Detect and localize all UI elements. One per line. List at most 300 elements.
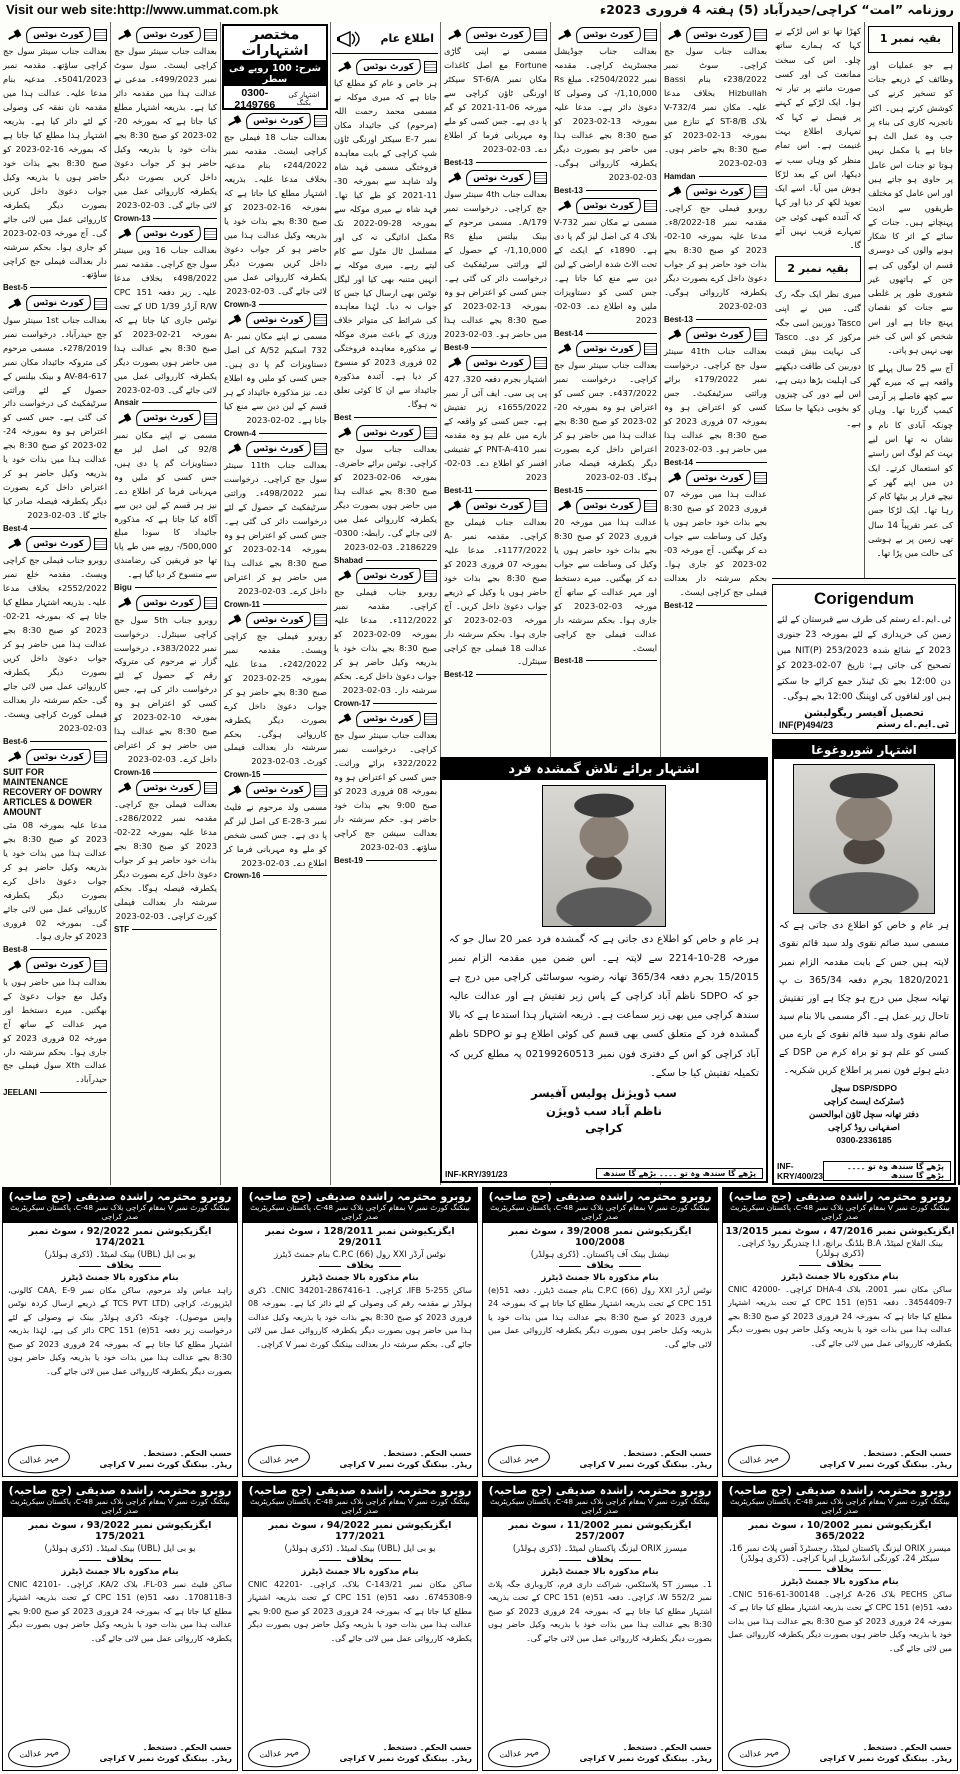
- classified-ad: [444, 170, 547, 352]
- versus-label: بخلاف: [723, 1260, 957, 1270]
- ad-tag-label: Crown-16: [114, 767, 151, 777]
- court-notice-banner: [444, 355, 547, 371]
- classified-ad: [334, 425, 437, 565]
- banking-court-notice: [242, 1481, 478, 1771]
- ad-text: مسمی نے اپنی گاڑی Fortune مع اصل کاغذات مکان نمبر ST-6/A سیکٹر اورنگی ٹاؤن کراچی سے مورخہ 06-11-2021 کو گم پا دی ہے۔ جس کسی کو ملے وہ مہربانی فرما کر اطلاع دے۔ 03-02-2023: [444, 46, 547, 154]
- decree-holder: نیشنل بینک آف پاکستان۔ (ڈکری ہولڈر): [530, 1249, 670, 1259]
- inf-number: INF-KRY/391/23: [445, 1168, 508, 1179]
- signature-line: ناظم آباد سب ڈویژن: [545, 1103, 663, 1118]
- notice-header: [243, 1482, 477, 1517]
- court-address: بینکنگ کورٹ نمبر V بمقام کراچی بلاک نمبر 48-C، پاکستان سیکریٹریٹ صدر کراچی: [250, 1203, 470, 1221]
- scroll-icon: [94, 538, 107, 550]
- banking-court-section: [0, 1185, 960, 1774]
- banking-court-notice: [482, 1187, 718, 1477]
- tag-rule: [354, 417, 437, 418]
- continuation-columns: [772, 22, 956, 579]
- court-notice-label: کورٹ نوٹس: [465, 498, 532, 514]
- corrigendum-signature: تحصیل آفیسر ریگولیشن: [804, 708, 924, 720]
- footer-reader-line: ریڈر۔ بینکنگ کورٹ نمبر V کراچی: [339, 1754, 472, 1763]
- court-seal-stamp: مہر عدالت: [247, 1442, 311, 1475]
- court-notice-banner: [114, 27, 217, 43]
- signature-line: اصفہانی روڈ کراچی: [828, 1122, 900, 1133]
- classified-ad: [3, 957, 107, 1097]
- signature-line: 0300-2336185: [836, 1135, 892, 1146]
- court-notice-label: کورٹ نوٹس: [135, 27, 202, 43]
- gavel-icon: [667, 329, 683, 341]
- classified-ad: [554, 27, 657, 195]
- tag-rule: [142, 402, 217, 403]
- decree-holder: نوٹس آرڈر XXI رول (66) C.P.C بنام جمنٹ ڈیٹرز: [274, 1249, 446, 1259]
- scroll-icon: [94, 960, 107, 972]
- booking-phone-1: 0300-2149766: [234, 87, 276, 110]
- tag-rule: [263, 604, 327, 605]
- classified-ad: [334, 711, 437, 865]
- ad-reference-tag: [664, 458, 767, 467]
- judge-name: روبرو محترمہ راشدہ صدیقی (جج صاحبہ): [728, 1484, 952, 1497]
- scroll-icon: [94, 751, 107, 763]
- short-ads-rate: شرح: 100 روپے فی سطر: [224, 62, 326, 86]
- footer-reader-line: ریڈر۔ بینکنگ کورٹ نمبر V کراچی: [579, 1460, 712, 1469]
- notice-body: زاہد عباس ولد مرحوم، ساکن مکان نمبر CAA, E-9 کالونی، ایئرپورٹ، کراچی (TCS PVT LTD کے ذریعے ارسال کردہ نوٹس واپس موصول)۔ چونکہ ڈکری ہولڈر بینک نے وصولی کے لئے درخواست زیر دفعہ 51(e) CPC 151 دائر کی ہے، لہٰذا بذریعہ اشتہار مطلع کیا جاتا ہے کہ بمورخہ 24 فروری 2023 کو صبح 8:30 بجے عدالت ہذا میں بذات خود یا بذریعہ وکیل حاضر ہوں بصورت دیگر یکطرفہ کارروائی عمل میں لائی جائے گی۔: [8, 1286, 233, 1376]
- court-notice-label: کورٹ نوٹس: [465, 170, 532, 186]
- court-notice-banner: [554, 498, 657, 514]
- classified-ad: [554, 341, 657, 495]
- ad-tag-label: Crown-3: [224, 299, 256, 309]
- ad-tag-label: Best-15: [554, 485, 583, 495]
- ad-text: روبرو فیملی جج کراچی ویسٹ۔ مقدمہ نمبر 242/2022ء۔ مدعا علیہ بمورخہ 25-02-2023 کو صبح 8:30 بجے حاضر ہو کر جواب دعویٰ داخل کرے بصورت دیگر یکطرفہ کارروائی ہوگی۔ بحکم سرشتہ دار بعدالت فیملی کورٹ۔ 03-02-2023: [224, 630, 328, 767]
- inf-number: INF-KRY/400/23: [777, 1161, 823, 1181]
- reader-signature: [100, 1742, 232, 1764]
- notice-header: [723, 1482, 957, 1517]
- ad-text: بعدالت جناب 11th سینئر سول جج کراچی۔ درخواست نمبر 498/2022ء۔ وراثتی سرٹیفکیٹ کے حصول کے لئے درخواست دائر کی گئی ہے۔ جس کسی کو اعتراض ہو وہ بمورخہ 14-02-2023 کو صبح 8:30 بجے عدالت ہذا میں حاضر ہو کر اعتراض داخل کرے۔ 03-02-2023: [224, 460, 327, 596]
- ad-reference-tag: [3, 737, 107, 746]
- judgment-debtors-label: بنام مذکورہ بالا جمنٹ ڈیٹرز: [781, 1272, 899, 1282]
- ad-reference-tag: [114, 768, 217, 777]
- classified-ad: [114, 780, 217, 934]
- signature-line: کراچی: [585, 1121, 623, 1136]
- ad-reference-tag: [664, 601, 767, 610]
- ad-tag-label: Hamdan: [664, 171, 696, 181]
- court-notice-banner: [444, 498, 547, 514]
- judgment-debtors-label: بنام مذکورہ بالا جمنٹ ڈیٹرز: [781, 1577, 899, 1587]
- classified-ad: [554, 498, 657, 666]
- banking-court-notice: [722, 1481, 958, 1771]
- court-notice-banner: [334, 711, 437, 727]
- website-line: Visit our web site:http://www.ummat.com.pk: [6, 2, 279, 17]
- signature-line: DSP/SDPO سچل: [830, 1083, 898, 1094]
- court-notice-label: کورٹ نوٹس: [355, 568, 422, 584]
- court-notice-banner: [444, 27, 547, 43]
- megaphone-icon: [336, 30, 362, 48]
- court-notice-banner: [114, 410, 217, 426]
- footer-reader-line: ریڈر۔ بینکنگ کورٹ نمبر V کراچی: [819, 1754, 952, 1763]
- corrigendum-authority: ٹی۔ایم۔اے رستم: [876, 720, 949, 731]
- ad-tag-label: Best-6: [3, 736, 28, 746]
- ad-text: مسمی ولد مرحوم نے فلیٹ نمبر E-28-3 کی اصل لیز گم پا دی ہے۔ جس کسی شخص کو ملے وہ مہربانی فرما کر اطلاع دے۔ 03-02-2023: [224, 801, 327, 868]
- ad-tag-label: Best: [334, 412, 352, 422]
- ad-text: روبرو جناب فیملی جج کراچی۔ مقدمہ نمبر 112/2022ء۔ مدعا علیہ بمورخہ 09-02-2023 کو صبح 8:30 بجے بذات خود یا بذریعہ وکیل حاضر ہو کر جواب دعویٰ داخل کرے۔ بحکم سرشتہ دار۔ 03-02-2023: [334, 587, 437, 695]
- court-address: بینکنگ کورٹ نمبر V بمقام کراچی بلاک نمبر 48-C، پاکستان سیکریٹریٹ صدر کراچی: [250, 1497, 470, 1515]
- classified-ad: [664, 470, 767, 610]
- proclamation-body: ہر عام و خاص کو اطلاع دی جاتی ہے کہ مسمی سید صائم نقوی ولد سید قائم نقوی لاپتہ ہیں جس کے بابت مقدمہ الزام نمبر 1820/2021 بجرم دفعہ 365/34 ت پ تھانہ سچل میں درج ہو چکا ہے اور تفتیش تاحال زیر عمل ہے۔ اگر مسمی بالا بنام سید صائم نقوی ولد سید قائم نقوی کے بارے میں کسی کو علم ہو تو براہ کرم من DSP کے دیئے ہوئے فون نمبر پر اطلاع کریں شکریہ۔: [779, 920, 950, 1077]
- court-notice-label: کورٹ نوٹس: [25, 749, 92, 765]
- ad-text: روبرو فیملی جج کراچی۔ مقدمہ نمبر 18-8/2022ء۔ مدعا علیہ بمورخہ 10-02-2023 کو صبح 8:30 بجے بذات خود حاضر ہو کر جواب دعویٰ داخل کرے بصورت دیگر یکطرفہ کارروائی ہوگی۔ 03-02-2023: [664, 203, 767, 311]
- notice-footer: [483, 1443, 717, 1476]
- right-region: [770, 22, 960, 1185]
- footer-order-line: حسب الحکم۔ دستخط۔: [622, 1742, 712, 1752]
- ad-reference-tag: [554, 186, 657, 195]
- court-seal-stamp: مہر عدالت: [247, 1736, 311, 1769]
- reader-signature: [820, 1742, 952, 1764]
- scroll-icon: [644, 29, 657, 41]
- article-paragraph: میری نظر ایک جگہ رک گئی۔ میں نے اپنی Tasco دوربین اسی جگہ مرکوز کر دی۔ Tasco کی نہایت بیش قیمت دوربین کی طاقت دیکھنے کی اہلیت بڑھا دیتی ہے، اس لیے دور کی چیزوں کو بخوبی دیکھا جا سکتا ہے۔: [775, 289, 861, 428]
- decree-holder: بینک الفلاح لمیٹڈ، B.A بلڈنگ برانچ، I.I چندریگر روڈ کراچی۔ (ڈکری ہولڈر): [736, 1238, 944, 1258]
- notice-footer: [3, 1737, 237, 1770]
- gavel-icon: [337, 713, 353, 725]
- ad-text: عدالت ہذا میں مورخہ 20 فروری 2023 کو صبح 8:30 بجے بذات خود حاضر ہوں یا وکیل کی وساطت سے جواب دے کر بھگتیں۔ میرے دستخط اور مہر عدالت کے ساتھ آج مورخہ 03-02-2023 کو جاری ہوا۔ بحکم سرشتہ دار عدالت فیملی جج کراچی ایسٹ۔: [554, 517, 657, 653]
- execution-suit-numbers: ایگزیکیوشن نمبر 47/2016 ، سوٹ نمبر 13/2015: [725, 1226, 955, 1237]
- court-notice-banner: [664, 327, 767, 343]
- footer-order-line: حسب الحکم۔ دستخط۔: [142, 1448, 232, 1458]
- execution-suit-numbers: ایگزیکیوشن نمبر 93/2022 ، سوٹ نمبر 175/2021: [28, 1520, 212, 1542]
- court-notice-label: کورٹ نوٹس: [575, 498, 642, 514]
- notice-header: [3, 1482, 237, 1517]
- versus-label: بخلاف: [243, 1261, 477, 1271]
- court-notice-banner: [554, 27, 657, 43]
- classified-ad: [664, 27, 767, 181]
- court-notice-banner: [3, 536, 107, 552]
- footer-reader-line: ریڈر۔ بینکنگ کورٹ نمبر V کراچی: [99, 1754, 232, 1763]
- tag-rule: [366, 560, 437, 561]
- notice-body: ساکن مکان نمبر 2001، بلاک DHA-4 کراچی۔ CNIC 42000-3454409-7۔ دفعہ 51(e) CPC 151 کے تحت بذریعہ اشتہار مطلع کیا جاتا ہے کہ بمورخہ 24 فروری 2023 کو صبح 8:30 بجے عدالت ہذا میں بذات خود یا بذریعہ وکیل حاضر ہوں بصورت دیگر یکطرفہ کارروائی عمل میں لائی جائے گی۔: [728, 1285, 952, 1348]
- court-address: بینکنگ کورٹ نمبر V بمقام کراچی بلاک نمبر 48-C، پاکستان سیکریٹریٹ صدر کراچی: [490, 1497, 710, 1515]
- court-notice-label: کورٹ نوٹس: [245, 113, 312, 129]
- continuation-header: بقیہ نمبر 2: [775, 256, 861, 283]
- court-notice-label: کورٹ نوٹس: [25, 27, 92, 43]
- notice-header: [243, 1188, 477, 1223]
- notice-footer: [243, 1443, 477, 1476]
- ad-tag-label: Best-14: [664, 457, 693, 467]
- notice-body: 1۔ میسرز ST پلاسٹکس، شراکت داری فرم، کاروباری جگہ پلاٹ نمبر W 552/2، کراچی۔ دفعہ 51(e) CPC 151 کے تحت بذریعہ اشتہار مطلع کیا جاتا ہے کہ بمورخہ 24 فروری 2023 کو صبح 8:30 بجے عدالت ہذا میں بذات خود یا بذریعہ وکیل حاضر ہوں بصورت دیگر یکطرفہ کارروائی عمل میں لائی جائے گی۔: [488, 1580, 713, 1643]
- person-photo: [793, 764, 935, 914]
- court-notice-label: کورٹ نوٹس: [685, 27, 752, 43]
- ad-tag-label: STF: [114, 924, 130, 934]
- gavel-icon: [667, 472, 683, 484]
- ad-tag-label: Best-14: [554, 328, 583, 338]
- gavel-icon: [7, 538, 23, 550]
- ad-text: ہر خاص و عام کو مطلع کیا جاتا ہے کہ میری موکلہ نے مسمی محمد رحمت اللہ (مرحوم) کی جائیداد مکان نمبر E-7 سیکٹر اورنگی ٹاؤن شپ کراچی کے بابت معاہدہ فروختگی مسمی فہد شاہ ولد شاہد سے بمورخہ 30-11-2021 کو طے کیا تھا۔ فہد شاہ نے میری موکلہ سے بمورخہ 28-09-2022 تک مکمل ادائیگی نہ کی اور مسلسل ٹال مٹول سے کام لیتے رہے۔ میری موکلہ نے انہیں متنبہ بھی کیا اور لیگل نوٹس بھی ارسال کیا جس کا جواب نہ دیا۔ لہٰذا معاہدہ کی شرائط کی متواتر خلاف ورزی کے باعث میری موکلہ نے مذکورہ معاہدہ فروختگی 02 فروری 2023 کو منسوخ کر دیا ہے۔ آئندہ مذکورہ جائیداد سے ان کا کوئی تعلق نہ ہوگا۔: [334, 78, 437, 409]
- tag-rule: [476, 674, 547, 675]
- tag-rule: [263, 875, 327, 876]
- judge-name: روبرو محترمہ راشدہ صدیقی (جج صاحبہ): [8, 1484, 232, 1497]
- notice-body: نوٹس آرڈر XXI رول (66) C.P.C بنام جمنٹ ڈیٹرز۔ دفعہ 51(e) CPC 151 کے تحت بذریعہ اشتہار مطلع کیا جاتا ہے کہ بمورخہ 24 فروری 2023 کو صبح 8:30 بجے عدالت ہذا میں بذات خود یا بذریعہ وکیل حاضر ہوں بصورت دیگر یکطرفہ کارروائی عمل میں لائی جائے گی۔: [488, 1286, 713, 1349]
- ad-tag-label: Ansair: [114, 398, 139, 408]
- gavel-icon: [7, 298, 23, 310]
- signature-line: دفتر تھانہ سچل ٹاؤن ابوالحسن: [809, 1109, 919, 1120]
- judge-name: روبرو محترمہ راشدہ صدیقی (جج صاحبہ): [248, 1190, 472, 1203]
- ad-reference-tag: [334, 856, 437, 865]
- tag-rule: [153, 772, 217, 773]
- tag-rule: [263, 774, 327, 775]
- scroll-icon: [424, 713, 437, 725]
- classified-column: [330, 22, 440, 1185]
- ad-tag-label: Crown-15: [224, 770, 261, 780]
- ad-text: بعدالت جناب سینئر سول جج کراچی۔ درخواست نمبر 437/2022ء۔ جس کسی کو اعتراض ہو وہ بمورخہ 20-02-2023 کو صبح 8:30 بجے عدالت ہذا میں حاضر ہو کر اعتراض داخل کرے بصورت دیگر یکطرفہ فیصلہ صادر ہوگا۔ 03-02-2023: [554, 360, 657, 482]
- tag-rule: [696, 319, 767, 320]
- short-ads-rate-box: [222, 24, 328, 110]
- ad-tag-label: Best-12: [664, 600, 693, 610]
- court-notice-label: کورٹ نوٹس: [135, 595, 202, 611]
- ad-reference-tag: [3, 283, 107, 292]
- decree-holder: میسرز ORIX لیزنگ پاکستان لمیٹڈ۔ (ڈکری ہولڈر): [512, 1543, 688, 1553]
- court-notice-banner: [444, 170, 547, 186]
- court-notice-label: کورٹ نوٹس: [355, 59, 422, 75]
- scroll-icon: [754, 329, 767, 341]
- ad-tag-label: Best-13: [554, 185, 583, 195]
- ad-reference-tag: [334, 556, 437, 565]
- execution-suit-numbers: ایگزیکیوشن نمبر 94/2022 ، سوٹ نمبر 177/2021: [268, 1520, 452, 1542]
- ad-tag-label: Best-11: [444, 485, 473, 495]
- court-address: بینکنگ کورٹ نمبر V بمقام کراچی بلاک نمبر 48-C، پاکستان سیکریٹریٹ صدر کراچی: [10, 1203, 230, 1221]
- decree-holder: میسرز ORIX لیزنگ پاکستان لمیٹڈ، رجسٹرڈ آفس پلاٹ نمبر 16، سیکٹر 24، کورنگی انڈسٹریل ایریا کراچی۔ (ڈکری ہولڈر): [729, 1543, 951, 1563]
- court-notice-banner: [664, 184, 767, 200]
- continuation-header: بقیہ نمبر 1: [868, 26, 953, 53]
- versus-label: بخلاف: [483, 1555, 717, 1565]
- scroll-icon: [534, 500, 547, 512]
- gavel-icon: [227, 115, 243, 127]
- classified-ad: [114, 226, 217, 408]
- banking-court-notice: [722, 1187, 958, 1477]
- corrigendum-body: ٹی۔ایم۔اے رستم کی طرف سے قبرستان کے لئے زمین کی خریداری کے لئے بمورخہ 23 جنوری 2023 کے شائع شدہ NIT(P) 253/2023 میں تصحیح کی جاتی ہے: تاریخ 07-02-2023 کو دن 12:00 بجے تک ٹینڈر جمع کرائے جا سکتے ہیں اور لفافوں کی اوپننگ 12:00 بجے ہوگی۔: [777, 615, 951, 702]
- gavel-icon: [557, 500, 573, 512]
- banking-court-notice: [2, 1481, 238, 1771]
- execution-suit-numbers: ایگزیکیوشن نمبر 10/2002 ، سوٹ نمبر 365/2022: [748, 1520, 932, 1542]
- corrigendum-title: Corigendum: [813, 589, 915, 608]
- scroll-icon: [534, 29, 547, 41]
- scroll-icon: [424, 61, 437, 73]
- ad-text: بعدالت ہذا میں حاضر ہوں یا وکیل مع جواب دعویٰ کے بھگتیں۔ میرے دستخط اور مہر عدالت کے ساتھ آج مورخہ 02 فروری 2023 کو جاری ہوا۔ بحکم سرشتہ دار، عدالت Xth سول فیملی جج حیدرآباد۔: [3, 976, 108, 1085]
- reader-signature: [340, 1742, 472, 1764]
- court-notice-banner: [114, 595, 217, 611]
- footer-order-line: حسب الحکم۔ دستخط۔: [862, 1742, 952, 1752]
- court-notice-label: کورٹ نوٹس: [685, 327, 752, 343]
- ad-reference-tag: [554, 486, 657, 495]
- ad-text: بعدالت جناب 18 فیملی جج کراچی ایسٹ۔ مقدمہ نمبر 244/2022ء بنام مدعیہ بخلاف مدعا علیہ۔ بذریعہ اشتہار مطلع کیا جاتا ہے کہ بمورخہ 16-02-2023 کو صبح 8:30 بجے بذات خود یا بذریعہ وکیل عدالت ہذا میں حاضر ہو کر جواب دعویٰ داخل کریں بصورت دیگر یکطرفہ کارروائی عمل میں لائی جائے گی۔ 03-02-2023: [224, 132, 327, 296]
- versus-label: بخلاف: [723, 1565, 957, 1575]
- footer-reader-line: ریڈر۔ بینکنگ کورٹ نمبر V کراچی: [819, 1460, 952, 1469]
- tag-rule: [132, 929, 217, 930]
- classified-ad: [114, 595, 217, 777]
- court-notice-banner: [3, 295, 107, 311]
- gavel-icon: [227, 443, 243, 455]
- classified-column: [0, 22, 110, 1185]
- footer-reader-line: ریڈر۔ بینکنگ کورٹ نمبر V کراچی: [579, 1754, 712, 1763]
- judgment-debtors-label: بنام مذکورہ بالا جمنٹ ڈیٹرز: [301, 1567, 419, 1577]
- scroll-icon: [314, 785, 327, 797]
- banking-court-row: [0, 1479, 960, 1773]
- ad-text: روبرو جناب فیملی جج کراچی ویسٹ۔ مقدمہ خلع نمبر 2552/2022ء بخلاف مدعا علیہ۔ بذریعہ اشتہار مطلع کیا جاتا ہے کہ بمورخہ 21-02-2023 کو صبح 8:30 بجے عدالت ہذا میں حاضر ہو کر جواب دعویٰ داخل کریں بصورت دیگر یکطرفہ کارروائی عمل میں لائی جائے گی۔ حکم سرشتہ دار بعدالت فیملی کورٹ کراچی ویسٹ۔ 03-02-2023: [3, 555, 107, 733]
- ad-text: مسمی نے اپنے مکان نمبر A-732 اسکیم 52/A کی اصل دستاویزات گم پا دی ہیں۔ جس کسی کو ملیں وہ اطلاع دے۔ نیز مذکورہ جائیداد کے ہر قسم کے لین دین سے منع کیا جاتا ہے۔ 02-02-2023: [224, 331, 327, 425]
- court-notice-label: کورٹ نوٹس: [135, 410, 202, 426]
- tag-rule: [30, 528, 107, 529]
- classified-ad: [114, 27, 217, 223]
- judgment-debtors-label: بنام مذکورہ بالا جمنٹ ڈیٹرز: [541, 1567, 659, 1577]
- ad-reference-tag: [554, 656, 657, 665]
- proclamation-footer: [774, 1159, 954, 1183]
- ad-english-heading: SUIT FOR MAINTENANCE RECOVERY OF DOWRY ARTICLES & DOWER AMOUNT: [3, 766, 103, 817]
- banking-court-notice: [2, 1187, 238, 1477]
- scroll-icon: [204, 228, 217, 240]
- court-notice-banner: [334, 568, 437, 584]
- ad-text: بعدالت جناب جوڈیشل مجسٹریٹ کراچی۔ مقدمہ نمبر 2504/2022ء۔ مبلغ Rs 1,10,000/- کی وصولی کا دعویٰ دائر ہے۔ مدعا علیہ بمورخہ 13-02-2023 کو صبح 8:30 بجے عدالت ہذا میں حاضر ہو بصورت دیگر یکطرفہ کارروائی ہوگی۔ 03-02-2023: [554, 46, 657, 182]
- court-notice-banner: [224, 312, 327, 328]
- footer-order-line: حسب الحکم۔ دستخط۔: [142, 1742, 232, 1752]
- tag-rule: [696, 462, 767, 463]
- missing-person-ad: [440, 757, 768, 1183]
- tag-rule: [476, 162, 547, 163]
- court-notice-label: کورٹ نوٹس: [575, 198, 642, 214]
- versus-label: بخلاف: [3, 1261, 237, 1271]
- court-seal-stamp: مہر عدالت: [7, 1736, 71, 1769]
- footer-reader-line: ریڈر۔ بینکنگ کورٹ نمبر V کراچی: [99, 1460, 232, 1469]
- reader-signature: [100, 1448, 232, 1470]
- ad-tag-label: Best-13: [664, 314, 693, 324]
- judgment-debtors-label: بنام مذکورہ بالا جمنٹ ڈیٹرز: [301, 1273, 419, 1283]
- ad-tag-label: Bigu: [114, 583, 132, 593]
- court-notice-label: کورٹ نوٹس: [25, 295, 92, 311]
- proclamation-title: اشتہار شوروغوغا: [774, 741, 954, 759]
- versus-label: بخلاف: [483, 1261, 717, 1271]
- ad-reference-tag: [3, 1088, 107, 1097]
- court-notice-banner: [334, 425, 437, 441]
- ad-reference-tag: [224, 770, 327, 779]
- court-notice-banner: [114, 780, 217, 796]
- classified-ad: [224, 312, 327, 438]
- gavel-icon: [227, 614, 243, 626]
- gavel-icon: [667, 186, 683, 198]
- tag-rule: [30, 949, 107, 950]
- ad-text: مدعا علیہ بمورخہ 08 مئی 2023 کو صبح 8:30 بجے عدالت ہذا میں بذات خود یا بذریعہ وکیل حاضر ہو کر جواب دعویٰ داخل کرے بصورت دیگر یکطرفہ کارروائی عمل میں لائی جائے گی۔ بمورخہ 02 فروری 2023 کو جاری ہوا۔: [3, 819, 107, 942]
- court-notice-banner: [334, 59, 437, 75]
- scroll-icon: [94, 29, 107, 41]
- ad-reference-tag: [664, 315, 767, 324]
- court-notice-banner: [664, 470, 767, 486]
- ad-tag-label: Crown-16: [224, 871, 261, 881]
- gavel-icon: [447, 500, 463, 512]
- public-notice-header: [332, 24, 438, 54]
- article-paragraph: ہے جو عملیات اور وظائف کے ذریعے جنات کو تسخیر کرنے کی کوشش کرتے ہیں۔ اکثر ناتجربہ کاری کی بناء پر جب وہ عمل الٹ ہو جاتا ہے یا مکمل نہیں ہوتا تو جنات اس عامل پر حاوی ہو جاتے ہیں اور اس عامل کو مختلف طریقوں سے اذیت پہنچاتے ہیں۔ جنات کے سائے کے اثر کا شکار ہونے والوں کی دوسری قسم ان لوگوں کی ہے جن کے ہاتھوں غیر شعوری طور پر غلطی سے جنات کو نقصان پہنچ جاتا ہے اور اس شخص کو اس کی خبر بھی نہیں ہو پاتی۔: [868, 59, 953, 356]
- court-seal-stamp: مہر عدالت: [727, 1442, 791, 1475]
- classified-ad: [224, 612, 327, 780]
- signature-line: ڈسٹرکٹ ایسٹ کراچی: [823, 1096, 905, 1107]
- masthead: روزنامہ ”امت“ کراچی/حیدرآباد (5) ہفتہ 4 فروری 2023ء: [599, 2, 954, 17]
- court-notice-label: کورٹ نوٹس: [245, 782, 312, 798]
- judgment-debtors-label: بنام مذکورہ بالا جمنٹ ڈیٹرز: [61, 1273, 179, 1283]
- tag-rule: [475, 490, 547, 491]
- ad-reference-tag: [114, 398, 217, 407]
- ad-tag-label: Best-8: [3, 945, 28, 955]
- ad-tag-label: Best-4: [3, 523, 28, 533]
- booking-row-1: [224, 86, 326, 110]
- judge-name: روبرو محترمہ راشدہ صدیقی (جج صاحبہ): [488, 1484, 712, 1497]
- gavel-icon: [227, 314, 243, 326]
- court-seal-stamp: مہر عدالت: [727, 1736, 791, 1769]
- ad-reference-tag: [224, 300, 327, 309]
- ad-text: بعدالت جناب 1st سینئر سول جج حیدرآباد۔ درخواست نمبر 278/2019ء۔ مسمی مرحوم کی متروکہ جائیداد مکان نمبر AV-84-617 و بینک بیلنس کے حصول کے لئے وراثتی سرٹیفکیٹ کی درخواست دائر کی گئی ہے۔ جس کسی کو اعتراض ہو وہ بمورخہ 24-02-2023 کو صبح 8:30 بجے عدالت ہذا میں بذات خود یا بذریعہ وکیل حاضر ہو کر اعتراض داخل کرے بصورت دیگر یکطرفہ فیصلہ صادر کیا جائے گا۔ 03-02-2023: [3, 314, 107, 520]
- court-notice-label: کورٹ نوٹس: [355, 711, 422, 727]
- court-notice-banner: [224, 441, 327, 457]
- classified-ad: [554, 198, 657, 338]
- gavel-icon: [227, 785, 243, 797]
- scroll-icon: [644, 500, 657, 512]
- ad-reference-tag: [224, 429, 327, 438]
- banking-court-row: [0, 1185, 960, 1479]
- notice-body: ساکن IFB 5-255، کراچی۔ CNIC 34201-2867416-1۔ ڈکری ہولڈر نے مقدمہ رقم کی وصولی کے لئے دائر کیا ہے۔ بمورخہ 08 فروری 2023 کو صبح 8:30 بجے بذات خود یا بذریعہ وکیل عدالت ہذا میں حاضر ہوں بصورت دیگر یکطرفہ کارروائی عمل میں لائی جائے گی۔ بحکم سرشتہ دار بعدالت بینکنگ کورٹ نمبر V کراچی۔: [248, 1286, 472, 1349]
- ad-tag-label: Best-12: [444, 670, 473, 680]
- classified-ad: [3, 536, 107, 746]
- classified-column: [220, 22, 330, 1185]
- missing-person-signature: [442, 1085, 766, 1138]
- classified-ad: [3, 295, 107, 533]
- ad-tag-label: Best-13: [444, 157, 473, 167]
- notice-body: ساکن فلیٹ نمبر FL-03، بلاک KA/2، کراچی۔ CNIC 42101-1708118-3۔ دفعہ 51(e) CPC 151 کے تحت بذریعہ اشتہار مطلع کیا جاتا ہے کہ بمورخہ 24 فروری 2023 کو صبح 9:00 بجے عدالت ہذا میں بذات خود یا بذریعہ وکیل حاضر ہوں بصورت دیگر یکطرفہ کارروائی عمل میں لائی جائے گی۔: [8, 1580, 233, 1643]
- ad-text: بعدالت جناب سینئر سول جج کراچی ساؤتھ۔ مقدمہ نمبر 5041/2023ء۔ مدعیہ بنام مدعا علیہ۔ عدالت ہذا میں مقدمہ نان نفقہ کی وصولی کے لئے دائر کیا ہے۔ بذریعہ اشتہار ہذا مطلع کیا جاتا ہے کہ بمورخہ 16-02-2023 کو صبح 8:30 بجے بذات خود حاضر ہوں یا بذریعہ وکیل جواب دعویٰ داخل کریں بصورت دیگر یکطرفہ کارروائی عمل میں لائی جائے گی۔ آج مورخہ 03-02-2023 کو جاری ہوا۔ بحکم سرشتہ دار بعدالت فیملی جج کراچی ساؤتھ۔: [3, 46, 107, 280]
- court-address: بینکنگ کورٹ نمبر V بمقام کراچی بلاک نمبر 48-C، پاکستان سیکریٹریٹ صدر کراچی: [730, 1203, 950, 1221]
- tag-rule: [259, 304, 327, 305]
- ad-text: مسمی نے مکان نمبر V-732 بلاک 4 کی اصل لیز گم پا دی ہے۔ 1890ء کے ایکٹ کے تحت الاٹ شدہ اراضی کے لین دین سے منع کیا جاتا ہے۔ جس کسی کو دستاویزات ملیں وہ اطلاع دے۔ 03-02-2023: [554, 217, 657, 325]
- gavel-icon: [117, 228, 133, 240]
- tag-rule: [30, 287, 107, 288]
- tag-rule: [586, 333, 657, 334]
- gavel-icon: [7, 751, 23, 763]
- booking-label-1: اشتہار کی بکنگ: [288, 91, 320, 107]
- classified-ad: [444, 27, 547, 167]
- court-notice-banner: [3, 957, 107, 973]
- gavel-icon: [447, 29, 463, 41]
- scroll-icon: [204, 597, 217, 609]
- ad-reference-tag: [664, 172, 767, 181]
- ad-text: بعدالت فیملی جج کراچی۔ مقدمہ نمبر 286/2022ء۔ مدعا علیہ بمورخہ 22-02-2023 کو صبح 8:30 بجے بذات خود حاضر ہو کر جواب دعویٰ داخل کرے بصورت دیگر یکطرفہ فیصلہ ہوگا۔ بحکم سرشتہ دار بعدالت فیملی کورٹ کراچی۔ 03-02-2023: [114, 799, 217, 921]
- scroll-icon: [534, 172, 547, 184]
- ad-tag-label: Crown-17: [334, 698, 371, 708]
- article-paragraph: کھڑا تھا تو اس لڑکے نے کہا کہ ہمارے ساتھ چلو۔ اس کی سخت ممانعت کی اور کسی صورت ماننے پر تیار نہ ہوا۔ ایک لڑکے کے کہنے پر فیصل نے کہا کہ تمہاری اطلاع بہت غنیمت ہے۔ اس تمام منظر کو وہاں سب نے دیکھا، اس کے بعد لڑکا ہوش میں آیا۔ اسے ایک تعویذ لکھ کر دیا اور کہا کہ آئندہ کبھی کوئی جن تمہارے قریب نہیں آئے گا۔: [775, 26, 861, 251]
- court-notice-label: کورٹ نوٹس: [575, 341, 642, 357]
- ad-tag-label: JEELANI: [3, 1088, 37, 1098]
- tag-rule: [586, 490, 657, 491]
- notice-footer: [243, 1737, 477, 1770]
- sindh-tagline: پڑھے گا سندھ وہ تو ۔۔۔۔ بڑھے گا سندھ: [596, 1168, 763, 1179]
- corrigendum-box: [772, 584, 956, 734]
- execution-suit-numbers: ایگزیکیوشن نمبر 128/2011 ، سوٹ نمبر 29/2011: [265, 1226, 455, 1248]
- scroll-icon: [644, 343, 657, 355]
- classified-ad: [664, 327, 767, 467]
- court-notice-label: کورٹ نوٹس: [245, 312, 312, 328]
- court-address: بینکنگ کورٹ نمبر V بمقام کراچی بلاک نمبر 48-C، پاکستان سیکریٹریٹ صدر کراچی: [490, 1203, 710, 1221]
- ad-reference-tag: [224, 871, 327, 880]
- corrigendum-footer: [777, 719, 951, 731]
- court-notice-banner: [224, 113, 327, 129]
- gavel-icon: [447, 357, 463, 369]
- notice-header: [723, 1188, 957, 1223]
- tag-rule: [40, 1092, 107, 1093]
- court-notice-label: کورٹ نوٹس: [25, 957, 92, 973]
- scroll-icon: [314, 443, 327, 455]
- notice-footer: [723, 1737, 957, 1770]
- notice-body: ساکن PECHS بلاک 26-A کراچی۔ CNIC 516-61-300148۔ دفعہ 51(e) CPC 151 کے تحت بذریعہ اشتہار مطلع کیا جاتا ہے کہ بمورخہ 24 فروری 2023 کو صبح 8:30 بجے عدالت ہذا میں بذات خود یا بذریعہ وکیل حاضر ہوں بصورت دیگر یکطرفہ کارروائی عمل میں لائی جائے گی۔: [728, 1590, 953, 1653]
- court-notice-label: کورٹ نوٹس: [25, 536, 92, 552]
- ad-reference-tag: [224, 600, 327, 609]
- sindh-tagline: پڑھے گا سندھ وہ تو ۔۔۔۔ بڑھے گا سندھ: [823, 1161, 951, 1181]
